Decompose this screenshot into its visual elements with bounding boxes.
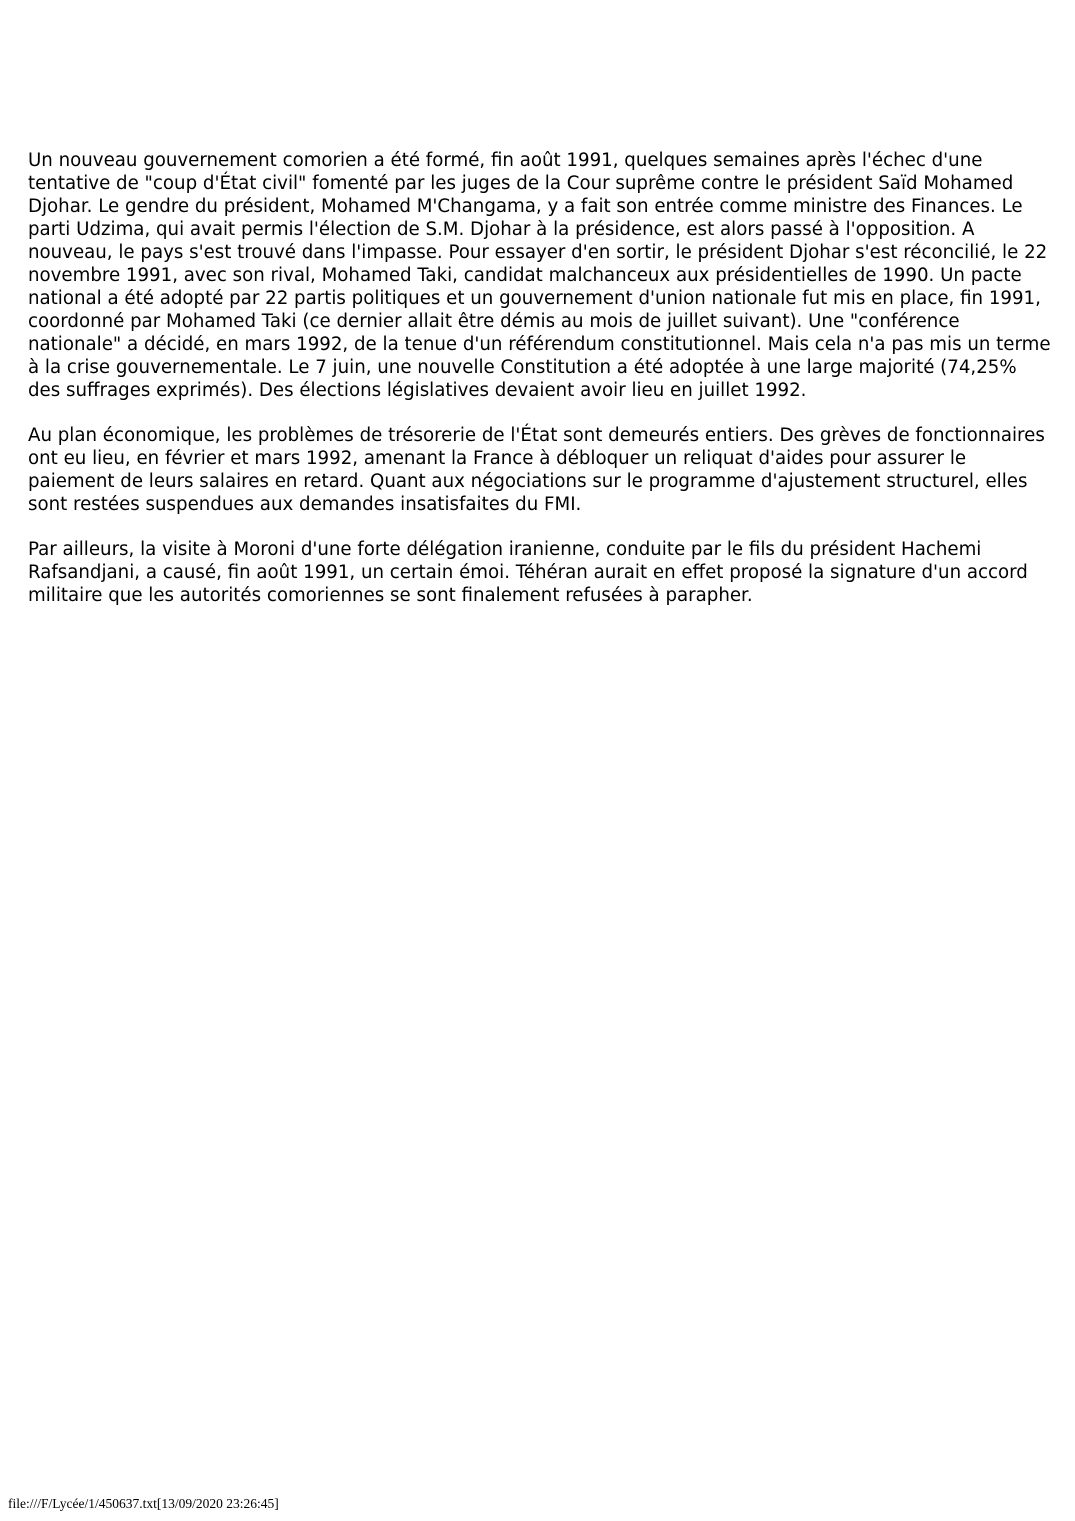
paragraph-economie: Au plan économique, les problèmes de trésorerie de l'État sont demeurés entiers. Des grèves de fonctionnaires ont eu lieu, en février et mars 1992, amenant la France à débloquer un reliquat d'aides pour assurer le paiement de leurs salaires en retard. Quant aux négociations sur le programme d'ajustement structurel, elles sont restées suspendues aux demandes insatisfaites du FMI. [28, 425, 1045, 515]
paragraph-iran: Par ailleurs, la visite à Moroni d'une forte délégation iranienne, conduite par le fils du président Hachemi Rafsandjani, a causé, fin août 1991, un certain émoi. Téhéran aurait en effet proposé la signature d'un accord militaire que les autorités comoriennes se sont finalement refusées à parapher. [28, 539, 1028, 606]
paragraph-gouvernement: Un nouveau gouvernement comorien a été formé, fin août 1991, quelques semaines après l'échec d'une tentative de "coup d'État civil" fomenté par les juges de la Cour suprême contre le président Saïd Mohamed Djohar. Le gendre du président, Mohamed M'Changama, y a fait son entrée comme ministre des Finances. Le parti Udzima, qui avait permis l'élection de S.M. Djohar à la présidence, est alors passé à l'opposition. A nouveau, le pays s'est trouvé dans l'impasse. Pour essayer d'en sortir, le président Djohar s'est réconcilié, le 22 novembre 1991, avec son rival, Mohamed Taki, candidat malchanceux aux présidentielles de 1990. Un pacte national a été adopté par 22 partis politiques et un gouvernement d'union nationale fut mis en place, fin 1991, coordonné par Mohamed Taki (ce dernier allait être démis au mois de juillet suivant). Une "conférence nationale" a décidé, en mars 1992, de la tenue d'un référendum constitutionnel. Mais cela n'a pas mis un terme à la crise gouvernementale. Le 7 juin, une nouvelle Constitution a été adoptée à une large majorité (74,25% des suffrages exprimés). Des élections législatives devaient avoir lieu en juillet 1992. [28, 150, 1051, 401]
document-body [28, 149, 1053, 629]
print-footer-path: file:///F/Lycée/1/450637.txt[13/09/2020 23:26:45] [8, 1496, 279, 1511]
